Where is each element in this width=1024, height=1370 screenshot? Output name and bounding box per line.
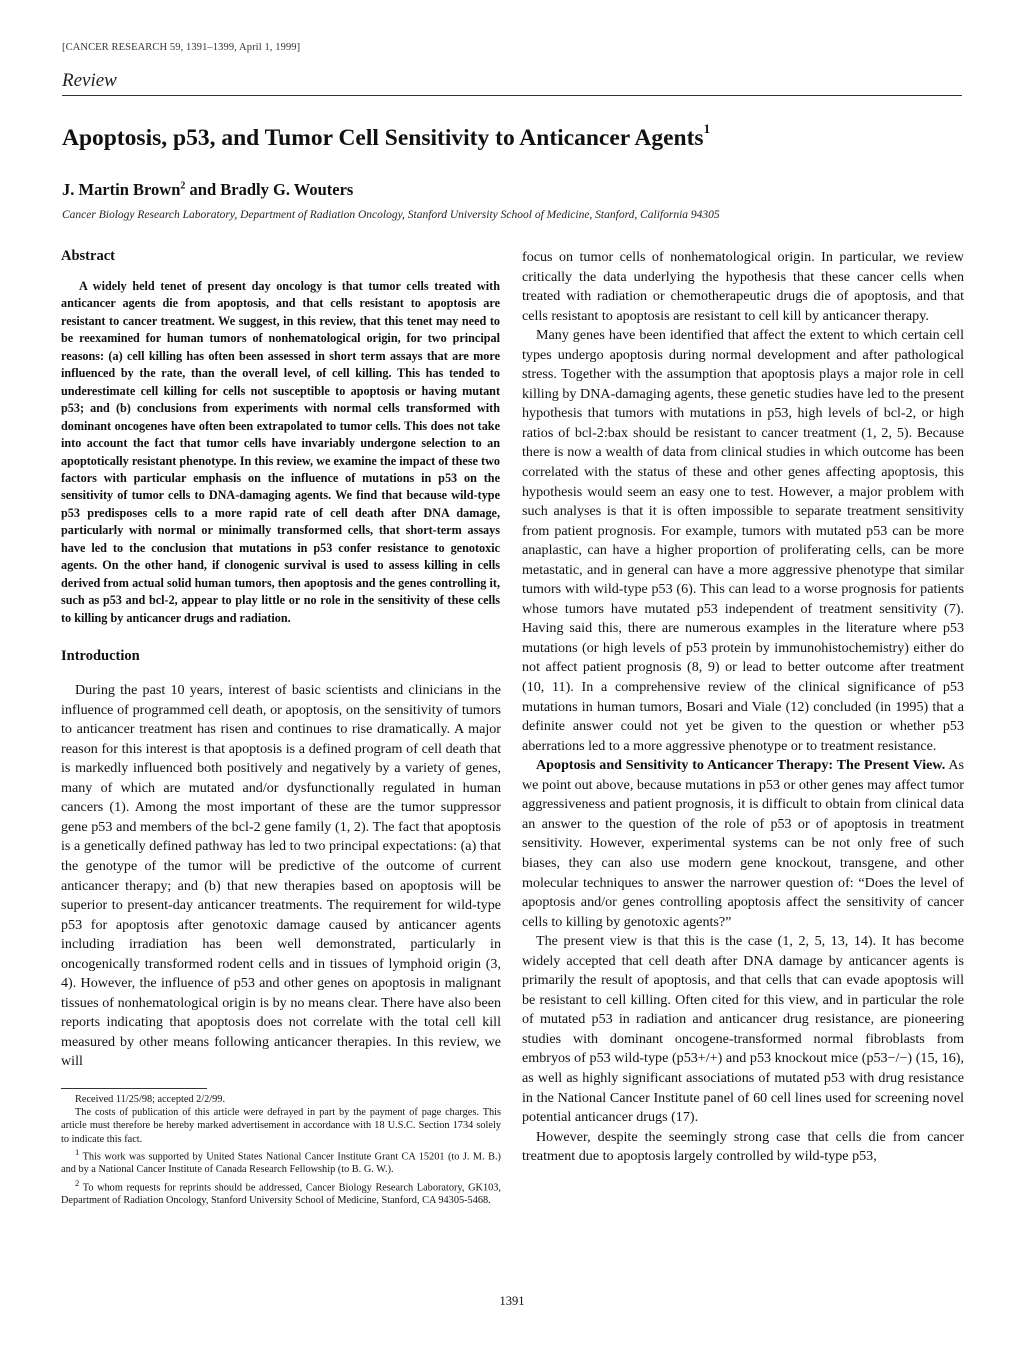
header-rule <box>62 95 962 96</box>
title-footnote-mark: 1 <box>703 121 711 136</box>
section2-paragraph-2: The present view is that this is the case (1, 2, 5, 13, 14). It has become widely accepted that cell death after DNA damage by anticancer agents is primarily the result of apoptosis, and that cells that can evade apoptosis will be resistant to cell killing. Often cited for this view, and in particular the role of mutated p53 in radiation and anticancer drug resistance, are pioneering studies with dominant oncogene-transformed normal fibroblasts from embryos of p53 wild-type (p53+/+) and p53 knockout mice (p53−/−) (15, 16), as well as highly significant associations of mutated p53 with drug resistance in the National Cancer Institute panel of 60 cell lines used for screening novel potential anticancer drugs (17). <box>522 933 964 1126</box>
journal-citation: [CANCER RESEARCH 59, 1391–1399, April 1, 1999] <box>62 42 301 53</box>
author-2: Bradly G. Wouters <box>220 180 354 199</box>
abstract-heading: Abstract <box>61 248 115 264</box>
footnote-2-mark: 2 <box>75 1177 80 1188</box>
footnote-rule <box>61 1088 207 1089</box>
author-1: J. Martin Brown <box>62 180 181 199</box>
section2-paragraph-1-text: As we point out above, because mutations in p53 or other genes may affect tumor aggressiveness and patient prognosis, it is difficult to obtain from clinical data an answer to the question of the role of p53 or of apoptosis in treatment sensitivity. However, experimental systems can be not only free of such biases, they can also use modern gene knockout, transgene, and other molecular techniques to answer the narrower question of: “Does the level of apoptosis and/or genes controlling apoptosis affect the sensitivity of cancer cells to killing by genotoxic agents?” <box>522 757 964 930</box>
left-column <box>61 248 501 1207</box>
affiliation: Cancer Biology Research Laboratory, Department of Radiation Oncology, Stanford University School of Medicine, Stanford, California 94305 <box>62 209 720 221</box>
author-conjunction: and <box>185 180 221 199</box>
page-number: 1391 <box>499 1294 525 1308</box>
right-column <box>522 248 964 1167</box>
article-section-label: Review <box>62 70 117 91</box>
introduction-heading: Introduction <box>61 648 140 665</box>
footnote-2-text: To whom requests for reprints should be addressed, Cancer Biology Research Laboratory, GK103, Department of Radiation Oncology, Stanford University School of Medicine, Stanford, CA 94305-5468. <box>61 1182 501 1207</box>
section2-paragraph-1 <box>522 756 964 932</box>
article-title <box>62 121 962 152</box>
abstract-text: A widely held tenet of present day oncology is that tumor cells treated with anticancer agents die from apoptosis, and that cells resistant to apoptosis are resistant to cancer treatment. We suggest, in this review, that this tenet may need to be reexamined for human tumors of nonhematological origin, for two principal reasons: (a) cell killing has often been assessed in short term assays that are more influenced by the rate, than the overall level, of cell killing. This has tended to underestimate cell killing for cells not susceptible to apoptosis or having mutant p53; and (b) conclusions from experiments with normal cells transformed with dominant oncogenes have often been extrapolated to tumor cells. This does not take into account the fact that tumor cells have invariably undergone selection to an apoptotically resistant phenotype. In this review, we examine the impact of these two factors with particular emphasis on the influence of mutations in p53 on the sensitivity of tumor cells to DNA-damaging agents. We find that because wild-type p53 predisposes cells to a more rapid rate of cell death after DNA damage, particularly with normal or minimally transformed cells, that short-term assays have led to the conclusion that mutations in p53 confer resistance to genotoxic agents. On the other hand, if clonogenic survival is used to assess killing in cells derived from actual solid human tumors, then apoptosis and the genes controlling it, such as p53 and bcl-2, appear to play little or no role in the sensitivity of these cells to killing by anticancer drugs and radiation. <box>61 279 500 625</box>
footnote-1 <box>61 1146 501 1177</box>
section2-paragraph-3: However, despite the seemingly strong case that cells die from cancer treatment due to apoptosis largely controlled by wild-type p53, <box>522 1128 964 1165</box>
article-title-text: Apoptosis, p53, and Tumor Cell Sensitivity to Anticancer Agents <box>62 124 704 151</box>
footnote-2 <box>61 1177 501 1208</box>
intro-paragraph-1-continued: focus on tumor cells of nonhematological origin. In particular, we review critically the data underlying the hypothesis that these cancer cells when treated with radiation or chemotherapeutic drugs die of apoptosis, and that cells resistant to apoptosis are resistant to cell kill by anticancer therapy. <box>522 249 964 324</box>
footnote-costs: The costs of publication of this article were defrayed in part by the payment of page charges. This article must therefore be hereby marked advertisement in accordance with 18 U.S.C. Section 1734 solely to indicate this fact. <box>61 1107 501 1145</box>
footnote-received: Received 11/25/98; accepted 2/2/99. <box>75 1094 226 1105</box>
intro-paragraph-1: During the past 10 years, interest of basic scientists and clinicians in the influence of programmed cell death, or apoptosis, on the sensitivity of tumors to anticancer treatment has risen and continues to rise dramatically. A major reason for this interest is that apoptosis is a defined program of cell death that is markedly influenced both positively and negatively by a variety of genes, many of which are mutated and/or dysfunctionally regulated in human cancers (1). Among the most important of these are the tumor suppressor gene p53 and members of the bcl-2 gene family (1, 2). The fact that apoptosis is a genetically defined pathway has led to two principal expectations: (a) that the genotype of the tumor will be predictive of the outcome of current anticancer therapy; and (b) that new therapies based on apoptosis will be superior to present-day anticancer treatments. The requirement for wild-type p53 for apoptosis after genotoxic damage caused by anticancer agents including irradiation has been well demonstrated, particularly in oncogenically transformed rodent cells and in tissues of lymphoid origin (3, 4). However, the influence of p53 and other genes on apoptosis in malignant tissues of nonhematological origin is by no means clear. There have also been reports indicating that apoptosis does not correlate with the total cell kill measured by other means following anticancer therapies. In this review, we will <box>61 682 501 1070</box>
author-1-footnote-mark: 2 <box>180 180 186 192</box>
footnote-1-text: This work was supported by United States National Cancer Institute Grant CA 15201 (to J. M. B.) and by a National Cancer Institute of Canada Research Fellowship (to B. G. W.). <box>61 1151 501 1176</box>
section2-heading: Apoptosis and Sensitivity to Anticancer Therapy: The Present View. <box>536 757 946 774</box>
author-list <box>62 180 353 200</box>
footnote-1-mark: 1 <box>75 1146 80 1157</box>
intro-paragraph-2: Many genes have been identified that affect the extent to which certain cell types undergo apoptosis during normal development and after pathological stress. Together with the assumption that apoptosis plays a major role in cell killing by DNA-damaging agents, these genetic studies have led to the present hypothesis that tumors with mutations in p53, high levels of bcl-2, or high ratios of bcl-2:bax should be resistant to cancer treatment (1, 2, 5). Because there is now a wealth of data from clinical studies in which outcome has been correlated with the status of these and other genes affecting apoptosis, this hypothesis would seem an easy one to test. However, a major problem with such analyses is that it is often impossible to separate treatment sensitivity from patient prognosis. For example, tumors with mutated p53 can be more anaplastic, can have a higher proportion of proliferating cells, can be more metastatic, and in general can have a more aggressive phenotype that similar tumors with wild-type p53 (6). This can lead to a worse prognosis for patients whose tumors have mutated p53 independent of treatment sensitivity (7). Having said this, there are numerous examples in the literature where p53 mutations (or high levels of p53 protein by immunohistochemistry) either do not affect patient prognosis (8, 9) or lead to better outcome after treatment (10, 11). In a comprehensive review of the clinical significance of p53 mutations in human tumors, Bosari and Viale (12) concluded (in 1995) that a definite answer could not yet be given to the question or whether p53 aberrations led to a more aggressive phenotype or to treatment resistance. <box>522 327 964 754</box>
